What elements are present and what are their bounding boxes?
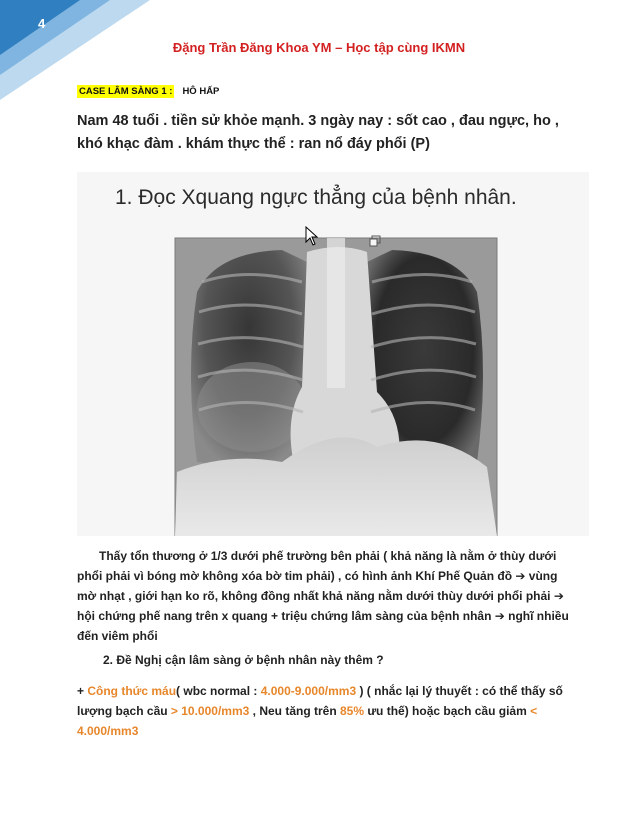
chest-xray-image — [77, 172, 589, 536]
question-2: 2. Đề Nghị cận lâm sàng ở bệnh nhân này thêm ? — [103, 653, 384, 667]
cbc-name: Công thức máu — [87, 684, 177, 698]
findings-text-4: nghĩ nhiều đến viêm phổi — [77, 609, 569, 643]
xray-figure — [77, 172, 589, 536]
case-heading — [77, 86, 219, 97]
findings-text-3: hội chứng phế nang trên x quang + triệu chứng lâm sàng của bệnh nhân — [77, 609, 495, 623]
findings-paragraph — [77, 546, 577, 646]
mouse-cursor-icon — [305, 226, 319, 246]
cbc-text-4: ưu thế) hoặc bạch cầu giảm — [364, 704, 531, 718]
page-header-title: Đặng Trần Đăng Khoa YM – Học tập cùng IKMN — [172, 40, 466, 55]
page-number: 4 — [38, 16, 46, 31]
case-intro: Nam 48 tuổi . tiền sử khỏe mạnh. 3 ngày nay : sốt cao , đau ngực, ho , khó khạc đàm . khám thực thể : ran nổ đáy phổi (P) — [77, 113, 559, 152]
case-label: CASE LÂM SÀNG 1 : — [79, 86, 173, 97]
case-topic: HÔ HẤP — [182, 86, 220, 97]
findings-text-2: vùng mờ nhạt , giới hạn ko rõ, không đồng nhất khả năng nằm dưới thùy dưới phổi phải — [77, 569, 558, 603]
cbc-text-3: , Neu tăng trên — [249, 704, 340, 718]
cbc-prefix: + — [77, 684, 88, 698]
cbc-neu-percent: 85% — [340, 704, 365, 718]
window-restore-icon — [369, 235, 381, 247]
cbc-paragraph — [77, 681, 577, 741]
xray-caption: 1. Đọc Xquang ngực thẳng của bệnh nhân. — [115, 186, 517, 209]
findings-text-1: Thấy tổn thương ở 1/3 dưới phế trường bên phải ( khả năng là nằm ở thùy dưới phổi phải vì bóng mờ không xóa bờ tim phải) , có hình ảnh Khí Phế Quản đồ — [77, 549, 557, 583]
cbc-high-threshold: > 10.000/mm3 — [170, 704, 250, 718]
cbc-normal-range: 4.000-9.000/mm3 — [260, 684, 357, 698]
cbc-text-2: ) ( nhắc lại lý thuyết : có thể thấy số lượng bạch cầu — [77, 684, 563, 718]
arrow-right-icon: ➔ — [553, 589, 564, 603]
arrow-right-icon: ➔ — [494, 609, 505, 623]
arrow-right-icon: ➔ — [515, 569, 526, 583]
cbc-low-threshold: < 4.000/mm3 — [77, 704, 538, 738]
cbc-text-1: ( wbc normal : — [176, 684, 261, 698]
